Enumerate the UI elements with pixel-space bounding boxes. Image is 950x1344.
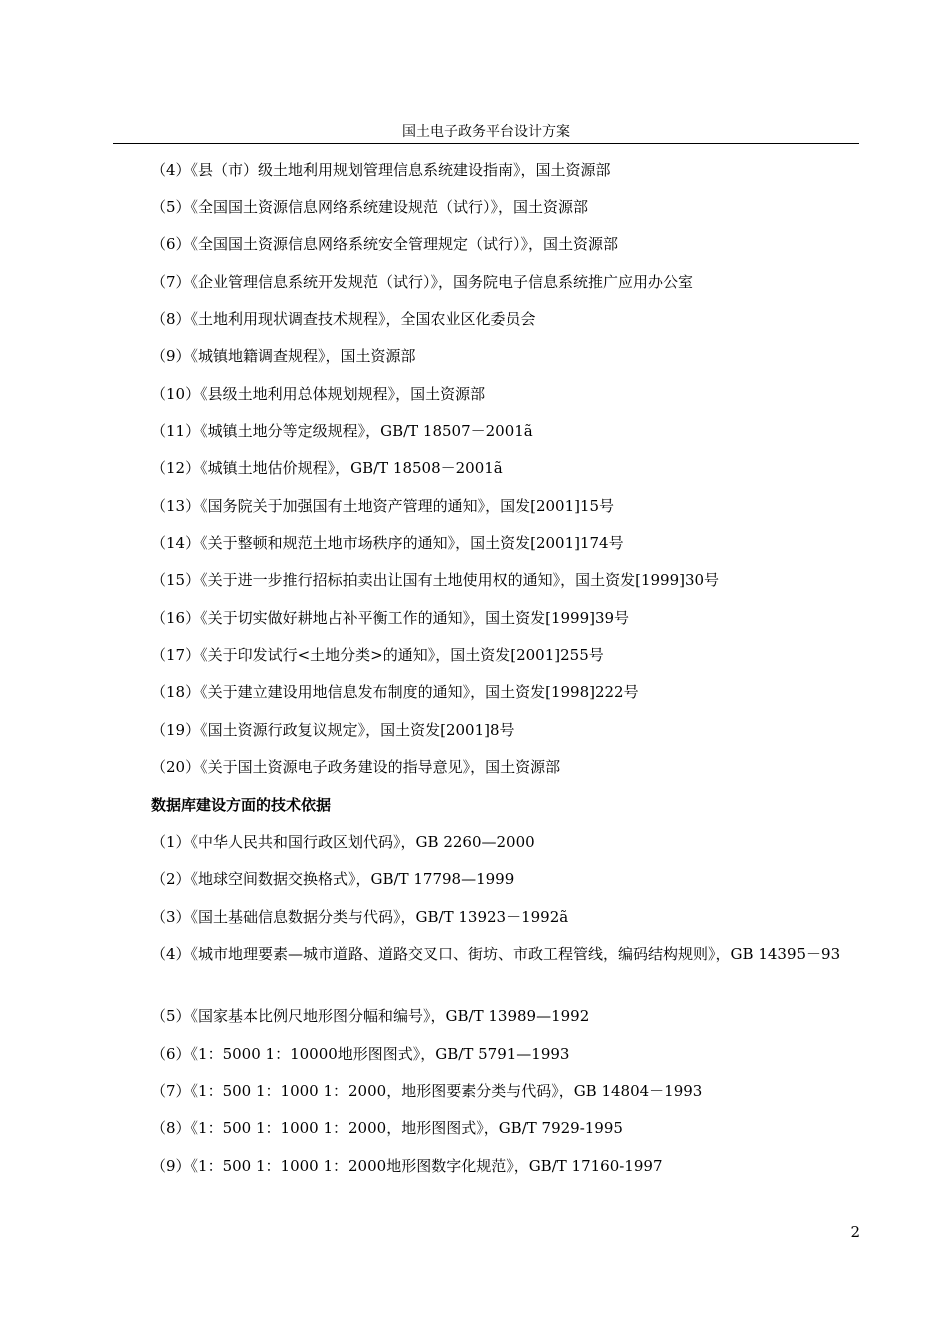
- reference-item: （18）《关于建立建设用地信息发布制度的通知》，国土资发[1998]222号: [151, 683, 639, 701]
- reference-item: （13）《国务院关于加强国有土地资产管理的通知》，国发[2001]15号: [151, 497, 615, 515]
- reference-item: （16）《关于切实做好耕地占补平衡工作的通知》，国土资发[1999]39号: [151, 609, 630, 627]
- reference-item: （9）《1：500 1：1000 1：2000地形图数字化规范》，GB/T 17160-1997: [151, 1157, 663, 1175]
- reference-item: （20）《关于国土资源电子政务建设的指导意见》，国土资源部: [151, 758, 561, 776]
- reference-item: （1）《中华人民共和国行政区划代码》，GB 2260—2000: [151, 833, 535, 851]
- reference-item: （9）《城镇地籍调查规程》，国土资源部: [151, 347, 416, 365]
- reference-item: （6）《1：5000 1：10000地形图图式》，GB/T 5791—1993: [151, 1045, 570, 1063]
- page-header-title: 国土电子政务平台设计方案: [402, 124, 570, 140]
- reference-item: （8）《土地利用现状调查技术规程》，全国农业区化委员会: [151, 310, 536, 328]
- reference-item: （19）《国土资源行政复议规定》，国土资发[2001]8号: [151, 721, 515, 739]
- reference-item-wrapped: （4）《城市地理要素—城市道路、道路交叉口、街坊、市政工程管线，编码结构规则》，GB 14395－93: [151, 945, 841, 963]
- reference-item: （14）《关于整顿和规范土地市场秩序的通知》，国土资发[2001]174号: [151, 534, 624, 552]
- reference-item: （11）《城镇土地分等定级规程》，GB/T 18507－2001ã: [151, 422, 533, 440]
- reference-item: （15）《关于进一步推行招标拍卖出让国有土地使用权的通知》，国土资发[1999]30号: [151, 571, 720, 589]
- reference-item: （4）《县（市）级土地利用规划管理信息系统建设指南》，国土资源部: [151, 161, 611, 179]
- reference-item: （7）《企业管理信息系统开发规范（试行）》，国务院电子信息系统推广应用办公室: [151, 273, 694, 291]
- reference-item: （3）《国土基础信息数据分类与代码》，GB/T 13923－1992ã: [151, 908, 569, 926]
- reference-item: （2）《地球空间数据交换格式》，GB/T 17798—1999: [151, 870, 515, 888]
- section-heading: 数据库建设方面的技术依据: [151, 796, 332, 814]
- reference-item: （7）《1：500 1：1000 1：2000，地形图要素分类与代码》，GB 14804－1993: [151, 1082, 703, 1100]
- reference-item: （8）《1：500 1：1000 1：2000，地形图图式》，GB/T 7929-1995: [151, 1119, 623, 1137]
- reference-item: （12）《城镇土地估价规程》，GB/T 18508－2001ã: [151, 459, 503, 477]
- header-rule: [113, 143, 859, 144]
- page-number: 2: [850, 1223, 860, 1241]
- reference-item: （6）《全国国土资源信息网络系统安全管理规定（试行）》，国土资源部: [151, 235, 619, 253]
- reference-item: （10）《县级土地利用总体规划规程》，国土资源部: [151, 385, 486, 403]
- reference-item: （5）《国家基本比例尺地形图分幅和编号》，GB/T 13989—1992: [151, 1007, 590, 1025]
- reference-item: （17）《关于印发试行<土地分类>的通知》，国土资发[2001]255号: [151, 646, 604, 664]
- reference-item: （5）《全国国土资源信息网络系统建设规范（试行）》，国土资源部: [151, 198, 589, 216]
